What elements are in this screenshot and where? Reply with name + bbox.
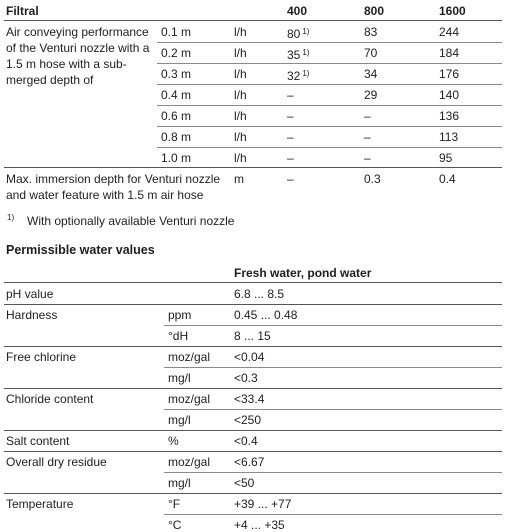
footnote-ref: 1) (302, 27, 310, 36)
water-values-title: Permissible water values (6, 243, 155, 257)
value-400-wrapper (287, 46, 309, 62)
parameter-cell: pH value (6, 287, 54, 301)
row-divider (157, 147, 502, 148)
air-conveying-label: Air conveying performance of the Venturi nozzle with a 1.5 m hose with a sub- merged depth of (6, 25, 150, 87)
value-cell: <33.4 (234, 392, 265, 406)
group-divider (4, 493, 502, 494)
value-cell: 0.45 ... 0.48 (234, 308, 298, 322)
immersion-value-800: 0.3 (364, 172, 381, 186)
row-divider (164, 409, 502, 410)
value-800-cell: 34 (364, 67, 378, 81)
unit-cell: °F (168, 497, 181, 511)
value-400-cell: – (287, 151, 294, 165)
value-cell: +39 ... +77 (234, 497, 292, 511)
unit-cell: mg/l (168, 371, 191, 385)
row-divider (157, 84, 502, 85)
value-800-cell: 29 (364, 88, 378, 102)
row-divider (157, 126, 502, 127)
unit-cell: °C (168, 518, 182, 532)
column-header-1600: 1600 (439, 4, 466, 18)
group-divider (4, 430, 502, 431)
filtral-title: Filtral (6, 4, 39, 18)
value-800-cell: 83 (364, 25, 378, 39)
unit-cell: % (168, 434, 179, 448)
footnote-text: With optionally available Venturi nozzle (27, 214, 235, 228)
unit-cell: l/h (234, 67, 247, 81)
parameter-cell: Free chlorine (6, 350, 77, 364)
immersion-value-400: – (287, 172, 294, 186)
value-cell: 8 ... 15 (234, 329, 271, 343)
row-divider (164, 472, 502, 473)
immersion-unit: m (234, 172, 244, 186)
footnote-mark: 1) (7, 213, 15, 222)
value-cell: <50 (234, 476, 255, 490)
unit-cell: ppm (168, 308, 192, 322)
value-cell: <0.3 (234, 371, 258, 385)
value-cell: <250 (234, 413, 262, 427)
column-header-800: 800 (364, 4, 385, 18)
value-1600-cell: 140 (439, 88, 460, 102)
value-cell: 6.8 ... 8.5 (234, 287, 285, 301)
group-divider (4, 304, 502, 305)
row-divider (164, 514, 502, 515)
depth-cell: 0.6 m (161, 109, 192, 123)
group-divider (4, 346, 502, 347)
value-800-cell: – (364, 109, 371, 123)
value-cell: <6.67 (234, 455, 265, 469)
value-400-cell: 80 (287, 27, 301, 41)
value-400-cell: 35 (287, 48, 301, 62)
depth-cell: 0.2 m (161, 46, 192, 60)
value-1600-cell: 113 (439, 130, 459, 144)
value-cell: <0.04 (234, 350, 265, 364)
value-400-cell: – (287, 109, 294, 123)
row-divider (157, 42, 502, 43)
unit-cell: moz/gal (168, 392, 211, 406)
value-cell: +4 ... +35 (234, 518, 285, 532)
parameter-cell: Temperature (6, 497, 74, 511)
unit-cell: l/h (234, 151, 247, 165)
unit-cell: mg/l (168, 413, 191, 427)
group-divider (4, 451, 502, 452)
depth-cell: 0.8 m (161, 130, 192, 144)
value-1600-cell: 136 (439, 109, 460, 123)
depth-cell: 0.1 m (161, 25, 192, 39)
unit-cell: moz/gal (168, 455, 211, 469)
row-divider (157, 63, 502, 64)
row-divider (164, 325, 502, 326)
water-column-header: Fresh water, pond water (234, 266, 372, 280)
row-divider (164, 367, 502, 368)
parameter-cell: Hardness (6, 308, 58, 322)
header-rule (4, 20, 502, 21)
immersion-label: Max. immersion depth for Venturi nozzle and water feature with 1.5 m air hose (6, 172, 221, 202)
parameter-cell: Overall dry residue (6, 455, 107, 469)
value-1600-cell: 95 (439, 151, 453, 165)
footnote-ref: 1) (302, 48, 310, 57)
value-800-cell: – (364, 130, 371, 144)
unit-cell: l/h (234, 109, 247, 123)
unit-cell: l/h (234, 130, 247, 144)
column-header-400: 400 (287, 4, 308, 18)
value-400-cell: – (287, 130, 294, 144)
immersion-value-1600: 0.4 (439, 172, 456, 186)
value-400-cell: 32 (287, 69, 301, 83)
unit-cell: °dH (168, 329, 189, 343)
value-400-wrapper (287, 25, 309, 41)
depth-cell: 0.3 m (161, 67, 192, 81)
unit-cell: moz/gal (168, 350, 211, 364)
value-1600-cell: 244 (439, 25, 460, 39)
depth-cell: 1.0 m (161, 151, 192, 165)
unit-cell: l/h (234, 46, 247, 60)
value-400-wrapper (287, 67, 309, 83)
unit-cell: l/h (234, 25, 247, 39)
immersion-rule (4, 167, 502, 168)
unit-cell: l/h (234, 88, 247, 102)
value-1600-cell: 176 (439, 67, 460, 81)
row-divider (157, 105, 502, 106)
value-800-cell: – (364, 151, 371, 165)
parameter-cell: Chloride content (6, 392, 94, 406)
value-400-cell: – (287, 88, 294, 102)
depth-cell: 0.4 m (161, 88, 192, 102)
unit-cell: mg/l (168, 476, 191, 490)
footnote-ref: 1) (302, 69, 310, 78)
value-800-cell: 70 (364, 46, 378, 60)
value-1600-cell: 184 (439, 46, 460, 60)
group-divider (4, 388, 502, 389)
value-cell: <0.4 (234, 434, 258, 448)
parameter-cell: Salt content (6, 434, 70, 448)
water-header-rule (4, 282, 502, 283)
